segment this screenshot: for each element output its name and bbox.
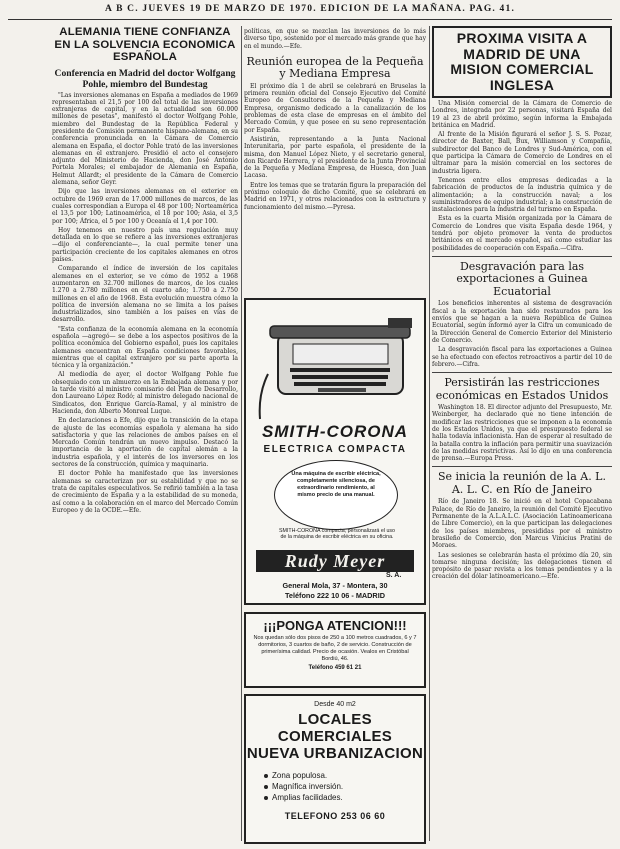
list-item: Magnífica inversión. (264, 781, 424, 792)
article-paragraph: Los beneficios inherentes al sistema de desgravación fiscal a la exportación han sido restaurados para los envíos que se hagan a la nueva República de Guinea Ecuatorial, según informó ayer la Cifra un comunicado de la Dirección General de Comercio Exterior del Ministerio de Comercio. (432, 300, 612, 344)
divider (432, 372, 612, 373)
ad-body-oval (274, 460, 398, 530)
article-continuation: políticas, en que se mezclan las inversiones de lo más diverso tipo, sostenido por el mercado más grande que hay en el mundo.—Efe. (244, 28, 426, 50)
headline-mision-inglesa: PROXIMA VISITA A MADRID DE UNA MISION COMERCIAL INGLESA (450, 30, 594, 93)
article-paragraph: "Esta confianza de la economía alemana en la economía española —agregó— se debe a los aspectos positivos de la política económica del Gobierno español, pues los capitales alemanes encuentran en España condiciones favorables, mientras que el capital extranjero por su parte aporta la técnica y la organización." (52, 325, 238, 370)
column-left (52, 26, 238, 844)
column-rule (241, 26, 242, 841)
headline-pequena-empresa: Reunión europea de la Pequeña y Mediana Empresa (246, 54, 424, 81)
article-paragraph: Entre los temas que se tratarán figura la preparación del próximo coloquio de dicho Comité, que se celebrará en Madrid en 1971, y otros relacionados con la estructura y funcionamiento del mismo.—Pyresa. (244, 181, 426, 211)
brand-smith-corona: SMITH-CORONA (261, 422, 409, 441)
article-paragraph: Una Misión comercial de la Cámara de Comercio de Londres, integrada por 22 personas, visitará España del 19 al 23 de abril próximo, según informa la Embajada británica en Madrid. (432, 100, 612, 129)
atencion-title: ¡¡¡PONGA ATENCION!!! (263, 618, 407, 633)
headline-estados-unidos: Persistirán las restricciones económicas en Estados Unidos (435, 376, 609, 402)
dealer-phone: Teléfono 222 10 06 - MADRID (284, 591, 386, 600)
headline-guinea: Desgravación para las exportaciones a Guinea Ecuatorial (456, 259, 588, 298)
article-paragraph: Washington 18. El director adjunto del Presupuesto, Mr. Weinberger, ha declarado que no tiene intención de modificar las restricciones que se imponen a la economía de los Estados Unidos, ya que el presupuesto federal se halla todavía inflacionista. Han de esperar al resultado de la batalla contra la inflación para permitir una suavización de las medidas restrictivas. Así lo dijo en una conferencia de prensa.—Europa Press. (432, 404, 612, 463)
locales-title-1: LOCALES COMERCIALES (277, 711, 393, 745)
column-right (432, 26, 612, 844)
masthead: A B C. JUEVES 19 DE MARZO DE 1970. EDICION DE LA MAÑANA. PAG. 41. (8, 4, 612, 20)
article-paragraph: En declaraciones a Efe, dijo que la transición de la etapa de ajuste de las economías española y alemana ha sido satisfactoria y que las relaciones de ambos países en el Mercado Común tendrán un nuevo impulso. Destacó la importancia de la aportación de capital alemán a la industria española, y el interés de los inversores en los sectores de la construcción, química y maquinaria. (52, 417, 238, 469)
locales-from: Desde 40 m2 (314, 701, 356, 708)
article-paragraph: Tenemos entre ellos empresas dedicadas a la fabricación de productos de la industria química y de alimentación; a la construcción naval; a los suministradores de equipo industrial; a la construcción de instalaciones para la industria del turismo en España. (432, 176, 612, 214)
ad-body-2: SMITH-CORONA compacta, personalizará el uso de la máquina de escribir eléctrica en su oficina. (279, 528, 395, 541)
headline-alalc: Se inicia la reunión de la A. L. A. L. C. en Río de Janeiro (438, 470, 606, 496)
ad-smith-corona (244, 298, 426, 605)
dealer-logo: Rudy Meyer (256, 550, 414, 572)
article-paragraph: Esta es la cuarta Misión organizada por la Cámara de Comercio de Londres que visita España desde 1964, y tendrá por objeto promover la venta de productos británicos en el mercado español, así como estudiar las posibilidades de cooperación con España.—Cifra. (432, 215, 612, 252)
locales-phone: TELEFONO 253 06 60 (284, 811, 386, 821)
article-paragraph: Dijo que las inversiones alemanas en el exterior en octubre de 1969 eran de 17.000 millones de marcos, de las cuales correspondían a Europa el 48 por 100; Norteamérica el 13,5 por 100; Latinoamérica, el 18 por 100; Asia, el 3,5 por 100; África, el 5 por 100 y Oceanía el 1,4 por 100. (52, 188, 238, 225)
article-paragraph: Río de Janeiro 18. Se inició en el hotel Copacabana Palace, de Río de Janeiro, la reunión del Comité Ejecutivo Permanente de la A.L.A.L.C. (Asociación Latinoamericana de Libre Comercio), en la que participan las delegaciones de los países miembros, presididas por el ministro brasileño de Comercio, don Marcus Vinicius Pratini de Moraes. (432, 498, 612, 550)
article-paragraph: Hoy tenemos en nuestro país una regulación muy detallada en lo que se refiere a las inversiones extranjeras —dijo el conferenciante—, la cual permite tener una participación creciente de los capitales alemanes en otros países. (52, 226, 238, 264)
list-item: Amplias facilidades. (264, 792, 424, 803)
atencion-body: Nos quedan sólo dos pisos de 250 a 100 metros cuadrados, 6 y 7 dormitorios, 3 cuartos de baño, 2 de servicio. Construcción de primerísima calidad. Precio de ocasión. Vealos en Cristóbal Bordiú, 46. (253, 635, 417, 662)
ad-body-text: Una máquina de escribir eléctrica, completamente silenciosa, de extraordinario rendimiento, al mismo precio de una manual. (291, 471, 381, 498)
headline-alemania: ALEMANIA TIENE CONFIANZA EN LA SOLVENCIA ECONOMICA ESPAÑOLA (54, 26, 236, 63)
divider (432, 466, 612, 467)
article-paragraph: Comparando el índice de inversión de los capitales alemanes en el exterior, se ve cómo de 1952 a 1968 aumentaron en 32.700 millones de marcos, de los cuales 1.270 a 2.780 millones en el cuarto año; 1.750 a 2.750 millones en el año de 1968. Esta evolución muestra cómo la política de inversión alemana no se limita a los países industrializados, sino también a los países en vías de desarrollo. (52, 265, 238, 324)
subhead-conferencia: Conferencia en Madrid del doctor Wolfgang Pohle, miembro del Bundestag (54, 67, 236, 90)
ad-locales-comerciales (244, 694, 426, 844)
article-paragraph: Las sesiones se celebrarán hasta el próximo día 20, sin tomarse ninguna decisión; las delegaciones tienen el propósito de pasar revista a los temas pendientes y a la creación del dólar latinoamericano.—Efe. (432, 551, 612, 581)
headline-box-mision (432, 26, 612, 98)
article-paragraph: Al frente de la Misión figurará el señor J. S. S. Pozar, director de Baxter, Ball, Bux, Williamson y Compañía, subdirector del Banco de Londres y Sud-América, con el que participa la Cámara de Comercio de Londres en el ultramar para la misión comercial en los sectores de industria ligera. (432, 131, 612, 175)
article-paragraph: Asistirán, representando a la Junta Nacional Interunitaria, por parte española, el presidente de la misma, don Manuel López Nieto, y el secretario general, don Ricardo Herrera, y el presidente de la Junta Provincial de la Pequeña y Mediana Empresa, de Huesca, don Juan Lacasa. (244, 135, 426, 180)
typewriter-illustration (248, 304, 426, 424)
dealer-suffix: S. A. (386, 572, 402, 579)
dealer-address: General Mola, 37 - Montera, 30 (282, 581, 388, 590)
locales-bullet-list (264, 770, 424, 803)
column-rule (429, 26, 430, 841)
column-middle (244, 26, 426, 294)
article-paragraph: La desgravación fiscal para las exportaciones a Guinea se ha efectuado con efectos retroactivos a partir del 10 de febrero.—Cifra. (432, 346, 612, 368)
tagline-electrica: ELECTRICA COMPACTA (263, 444, 407, 455)
article-paragraph: "Las inversiones alemanas en España a mediados de 1969 representaban el 21,5 por 100 del total de las inversiones extranjeras de capital, y en la actualidad son 60.000 millones de pesetas", manifestó el doctor Wolfgang Pohle, miembro del Bundestag de la República Federal y presidente de Comisión permanente hispano-alemana, en su conferencia pronunciada en la Cámara de Comercio alemana en España, el doctor Pohle trató de las inversiones alemanas en el extranjero. Presidió el acto el consejero adjunto del Ministerio de Hacienda, don José Antonio Portela Morales; el embajador de Alemania en España, Helmut Allardt; el presidente de la Cámara de Comercio alemana, señor Geyr. (52, 91, 238, 187)
article-paragraph: El doctor Pohle ha manifestado que las inversiones alemanas se caracterizan por su estabilidad y que no se trata de capitales especulativos. Se refirió también a la tasa de crecimiento de España y a la estabilidad de su moneda, así como a la colaboración en el marco del Mercado Común Europeo y de la OCDE.—Efe. (52, 470, 238, 514)
divider (432, 256, 612, 257)
atencion-phone: Teléfono 459 61 21 (308, 665, 362, 671)
list-item: Zona populosa. (264, 770, 424, 781)
article-paragraph: Al mediodía de ayer, el doctor Wolfgang Pohle fue obsequiado con un almuerzo en la Embajada alemana y por la tarde visitó al ministro comisario del Plan de Desarrollo, don Laureano López Rodó; al ministro delegado nacional de Sindicatos, don Enrique García-Ramal, y al ministro de Hacienda, don Alberto Monreal Luque. (52, 371, 238, 415)
article-paragraph: El próximo día 1 de abril se celebrará en Bruselas la primera reunión oficial del Consejo Ejecutivo del Comité Europeo de Consultores de la Pequeña y Mediana Empresa, organismo dedicado a la canalización de los problemas de esta clase de empresas en el ámbito del Mercado Común, y que posee en su seno representación por España. (244, 82, 426, 134)
locales-title-2: NUEVA URBANIZACION (246, 745, 424, 762)
ad-ponga-atencion (244, 612, 426, 688)
